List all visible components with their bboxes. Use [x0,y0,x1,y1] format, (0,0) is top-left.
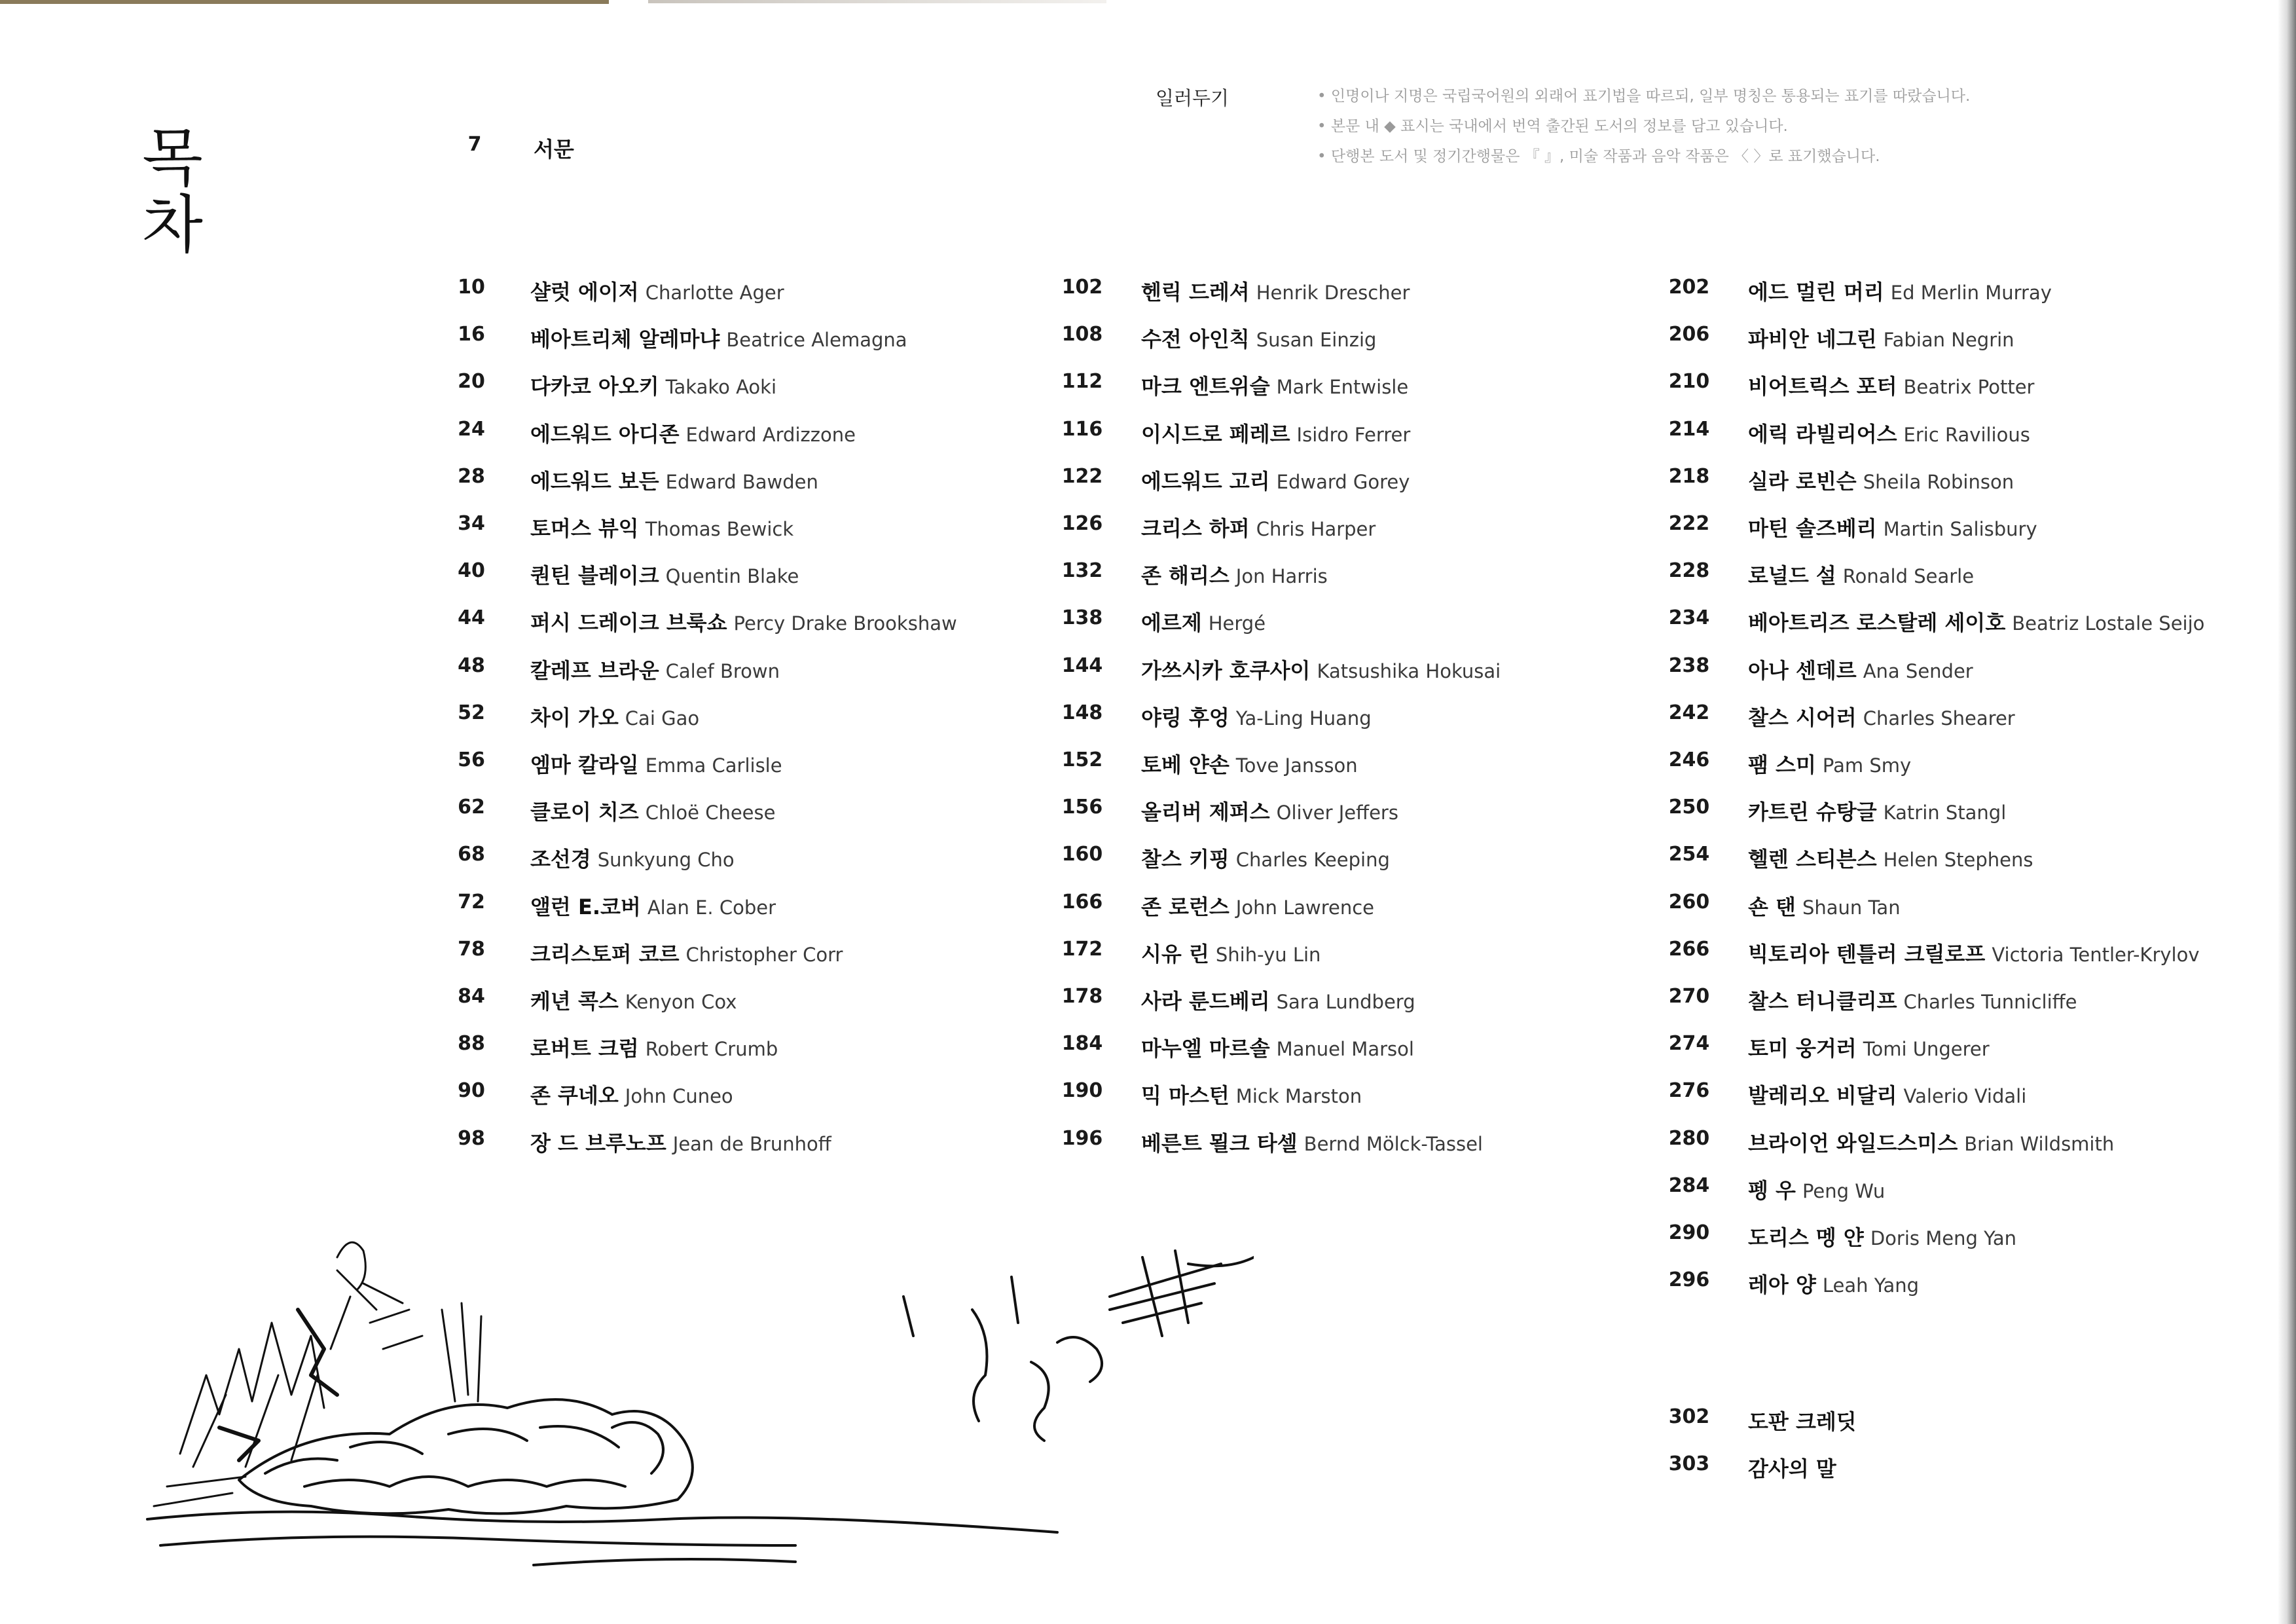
page-number: 7 [467,133,482,156]
artist-name-korean: 에드워드 아디존 [530,422,680,447]
page-number: 138 [1061,606,1103,629]
artist-name-english: Ya-Ling Huang [1235,707,1372,729]
ink-sketch-illustration [141,1179,1254,1598]
page-number: 160 [1061,843,1103,866]
preface-title: 서문 [534,137,574,162]
page-number: 196 [1061,1127,1103,1150]
page-number: 260 [1668,891,1710,913]
artist-name-korean: 실라 로빈슨 [1748,469,1857,494]
artist-name-korean: 로널드 설 [1748,563,1836,588]
page-number: 190 [1061,1079,1103,1102]
artist-name-korean: 펭 우 [1748,1178,1796,1203]
artist-name-english: Katrin Stangl [1883,802,2007,824]
artist-name-english: Isidro Ferrer [1296,424,1411,446]
page-number: 303 [1668,1452,1710,1475]
ilreodugi-notes [1317,81,2247,172]
page-number: 72 [458,891,485,913]
top-image-strip [0,0,609,4]
artist-name-korean: 믹 마스턴 [1141,1083,1230,1108]
page-number: 210 [1668,370,1710,393]
artist-name-korean: 빅토리아 텐틀러 크릴로프 [1748,942,1986,967]
artist-name-english: John Cuneo [625,1085,733,1107]
artist-name-korean: 브라이언 와일드스미스 [1748,1131,1958,1156]
artist-name-korean: 베른트 묄크 타셀 [1141,1131,1298,1156]
page-number: 126 [1061,512,1103,535]
page-number: 132 [1061,559,1103,582]
artist-name-english: Edward Bawden [665,471,818,493]
artist-name-english: Shaun Tan [1802,896,1901,919]
artist-name-korean: 에드워드 고리 [1141,469,1270,494]
page-number: 254 [1668,843,1710,866]
artist-name-english: Charles Tunnicliffe [1903,991,2077,1013]
page-number: 274 [1668,1032,1710,1055]
artist-name-korean: 파비안 네그린 [1748,327,1877,352]
artist-name-korean: 조선경 [530,847,591,872]
artist-name-korean: 비어트릭스 포터 [1748,374,1897,399]
page-number: 48 [458,654,485,677]
artist-name-english: Sunkyung Cho [597,849,735,871]
artist-name-english: Takako Aoki [665,376,777,398]
artist-name-english: Ana Sender [1863,660,1973,682]
artist-name-english: Emma Carlisle [645,754,782,777]
artist-name-korean: 샬럿 에이저 [530,280,639,304]
page-number: 88 [458,1032,485,1055]
back-matter-title: 도판 크레딧 [1748,1409,1857,1434]
artist-name-korean: 에드 멀린 머리 [1748,280,1884,304]
artist-name-korean: 헨릭 드레셔 [1141,280,1250,304]
page-number: 214 [1668,418,1710,441]
artist-name-english: Valerio Vidali [1903,1085,2027,1107]
page-number: 28 [458,465,485,488]
artist-name-english: Doris Meng Yan [1870,1227,2016,1249]
artist-name-korean: 레아 양 [1748,1272,1816,1297]
page-number: 84 [458,985,485,1008]
artist-name-korean: 칼레프 브라운 [530,658,659,683]
artist-name-korean: 도리스 멩 얀 [1748,1225,1864,1250]
artist-name-korean: 헬렌 스티븐스 [1748,847,1877,872]
artist-name-english: Oliver Jeffers [1276,802,1398,824]
page-number: 166 [1061,891,1103,913]
page-number: 242 [1668,701,1710,724]
page-number: 178 [1061,985,1103,1008]
artist-name-korean: 팸 스미 [1748,752,1816,777]
page-number: 144 [1061,654,1103,677]
artist-name-korean: 찰스 시어러 [1748,705,1857,730]
artist-name-korean: 클로이 치즈 [530,800,639,824]
artist-name-korean: 사라 룬드베리 [1141,989,1270,1014]
artist-name-korean: 엠마 칼라일 [530,752,639,777]
page-number: 290 [1668,1221,1710,1244]
artist-name-korean: 찰스 터니클리프 [1748,989,1897,1014]
page-number: 280 [1668,1127,1710,1150]
artist-name-english: Pam Smy [1822,754,1912,777]
artist-name-english: Ronald Searle [1842,565,1975,587]
artist-name-english: John Lawrence [1235,896,1375,919]
artist-name-english: Edward Gorey [1276,471,1410,493]
page-number: 44 [458,606,485,629]
artist-name-english: Tove Jansson [1235,754,1358,777]
artist-name-korean: 존 로런스 [1141,895,1230,919]
artist-name-english: Victoria Tentler-Krylov [1992,944,2200,966]
page-number: 148 [1061,701,1103,724]
artist-name-korean: 앨런 E.코버 [530,895,641,919]
artist-name-korean: 베아트리체 알레마냐 [530,327,720,352]
artist-name-korean: 찰스 키핑 [1141,847,1230,872]
artist-name-korean: 카트린 슈탕글 [1748,800,1877,824]
page-number: 78 [458,938,485,961]
artist-name-english: Tomi Ungerer [1863,1038,1990,1060]
artist-name-korean: 퀀틴 블레이크 [530,563,659,588]
artist-name-korean: 마누엘 마르솔 [1141,1036,1270,1061]
page-number: 296 [1668,1268,1710,1291]
artist-name-english: Chris Harper [1256,518,1376,540]
page-number: 206 [1668,323,1710,346]
artist-name-english: Alan E. Cober [647,896,776,919]
artist-name-korean: 야링 후엉 [1141,705,1230,730]
artist-name-korean: 마틴 솔즈베리 [1748,516,1877,541]
artist-name-english: Mark Entwisle [1276,376,1409,398]
artist-name-korean: 퍼시 드레이크 브룩쇼 [530,610,727,635]
artist-name-english: Edward Ardizzone [685,424,856,446]
artist-name-english: Bernd Mölck-Tassel [1303,1133,1483,1155]
artist-name-english: Charles Keeping [1235,849,1390,871]
artist-name-korean: 아나 센데르 [1748,658,1857,683]
page-number: 56 [458,748,485,771]
artist-name-english: Susan Einzig [1256,329,1377,351]
artist-name-english: Jon Harris [1235,565,1328,587]
artist-name-korean: 베아트리즈 로스탈레 세이호 [1748,610,2006,635]
page-number: 234 [1668,606,1710,629]
artist-name-korean: 에드워드 보든 [530,469,659,494]
page-number: 152 [1061,748,1103,771]
artist-name-english: Katsushika Hokusai [1317,660,1501,682]
artist-name-english: Robert Crumb [645,1038,778,1060]
artist-name-english: Christopher Corr [685,944,843,966]
artist-name-korean: 시유 린 [1141,942,1209,967]
artist-name-korean: 크리스토퍼 코르 [530,942,680,967]
artist-name-english: Fabian Negrin [1883,329,2014,351]
page-number: 222 [1668,512,1710,535]
back-matter-title: 감사의 말 [1748,1456,1836,1481]
artist-name-korean: 로버트 크럼 [530,1036,639,1061]
page-number: 270 [1668,985,1710,1008]
artist-name-korean: 에르제 [1141,610,1202,635]
ilreodugi-note: • 인명이나 지명은 국립국어원의 외래어 표기법을 따르되, 일부 명칭은 통용되는 표기를 따랐습니다. [1317,88,1971,105]
page-number: 228 [1668,559,1710,582]
page-number: 108 [1061,323,1103,346]
artist-name-english: Sheila Robinson [1863,471,2014,493]
page-number: 90 [458,1079,485,1102]
artist-name-korean: 올리버 제퍼스 [1141,800,1270,824]
artist-name-english: Shih-yu Lin [1215,944,1321,966]
artist-name-korean: 발레리오 비달리 [1748,1083,1897,1108]
artist-name-english: Henrik Drescher [1256,282,1410,304]
artist-name-english: Thomas Bewick [645,518,794,540]
page-number: 266 [1668,938,1710,961]
page-number: 102 [1061,276,1103,299]
artist-name-english: Charles Shearer [1863,707,2015,729]
page-number: 24 [458,418,485,441]
page-number: 156 [1061,796,1103,819]
artist-name-english: Manuel Marsol [1276,1038,1414,1060]
artist-name-korean: 에릭 라빌리어스 [1748,422,1897,447]
artist-name-korean: 존 쿠네오 [530,1083,619,1108]
artist-name-korean: 다카코 아오키 [530,374,659,399]
page-number: 62 [458,796,485,819]
artist-name-english: Beatrice Alemagna [726,329,907,351]
artist-name-korean: 존 해리스 [1141,563,1230,588]
page-number: 16 [458,323,485,346]
artist-name-korean: 케년 콕스 [530,989,619,1014]
artist-name-korean: 수전 아인칙 [1141,327,1250,352]
artist-name-english: Brian Wildsmith [1964,1133,2115,1155]
artist-name-korean: 이시드로 페레르 [1141,422,1290,447]
page-number: 218 [1668,465,1710,488]
artist-name-english: Eric Ravilious [1903,424,2030,446]
page-number: 34 [458,512,485,535]
artist-name-english: Hergé [1208,612,1266,635]
artist-name-korean: 장 드 브루노프 [530,1131,666,1156]
artist-name-english: Beatrix Potter [1903,376,2035,398]
artist-name-english: Percy Drake Brookshaw [733,612,957,635]
artist-name-korean: 크리스 하퍼 [1141,516,1250,541]
artist-name-english: Peng Wu [1802,1180,1886,1202]
artist-name-english: Beatriz Lostale Seijo [2012,612,2205,635]
artist-name-korean: 마크 엔트위슬 [1141,374,1270,399]
page-edge-shadow [2278,0,2296,1624]
artist-name-english: Kenyon Cox [625,991,737,1013]
artist-name-english: Quentin Blake [665,565,799,587]
artist-name-english: Cai Gao [625,707,700,729]
page-number: 184 [1061,1032,1103,1055]
artist-name-english: Mick Marston [1235,1085,1362,1107]
ilreodugi-note: • 단행본 도서 및 정기간행물은 『 』, 미술 작품과 음악 작품은 〈 〉로 표기했습니다. [1317,148,1880,165]
page-number: 250 [1668,796,1710,819]
artist-name-english: Helen Stephens [1883,849,2033,871]
artist-name-korean: 토머스 뷰익 [530,516,639,541]
artist-name-english: Charlotte Ager [645,282,784,304]
page-number: 122 [1061,465,1103,488]
page-number: 302 [1668,1405,1710,1428]
page-number: 172 [1061,938,1103,961]
artist-name-english: Ed Merlin Murray [1890,282,2052,304]
page-number: 52 [458,701,485,724]
page-number: 284 [1668,1174,1710,1197]
page-number: 98 [458,1127,485,1150]
artist-name-korean: 토베 얀손 [1141,752,1230,777]
page-number: 116 [1061,418,1103,441]
page-number: 112 [1061,370,1103,393]
page-number: 202 [1668,276,1710,299]
ilreodugi-label: 일러두기 [1156,87,1230,109]
top-faded-strip [648,0,1106,3]
page-number: 20 [458,370,485,393]
page-number: 238 [1668,654,1710,677]
artist-name-english: Calef Brown [665,660,780,682]
page-title: 목차 [131,124,204,258]
artist-name-english: Jean de Brunhoff [672,1133,831,1155]
artist-name-korean: 토미 웅거러 [1748,1036,1857,1061]
page-number: 10 [458,276,485,299]
ilreodugi-note: • 본문 내 ◆ 표시는 국내에서 번역 출간된 도서의 정보를 담고 있습니다. [1317,118,1788,135]
artist-name-korean: 차이 가오 [530,705,619,730]
artist-name-korean: 숀 탠 [1748,895,1796,919]
artist-name-english: Leah Yang [1822,1274,1920,1297]
page-number: 246 [1668,748,1710,771]
artist-name-korean: 가쓰시카 호쿠사이 [1141,658,1311,683]
page-number: 40 [458,559,485,582]
page-number: 68 [458,843,485,866]
artist-name-english: Sara Lundberg [1276,991,1415,1013]
page-number: 276 [1668,1079,1710,1102]
artist-name-english: Martin Salisbury [1883,518,2037,540]
artist-name-english: Chloë Cheese [645,802,776,824]
